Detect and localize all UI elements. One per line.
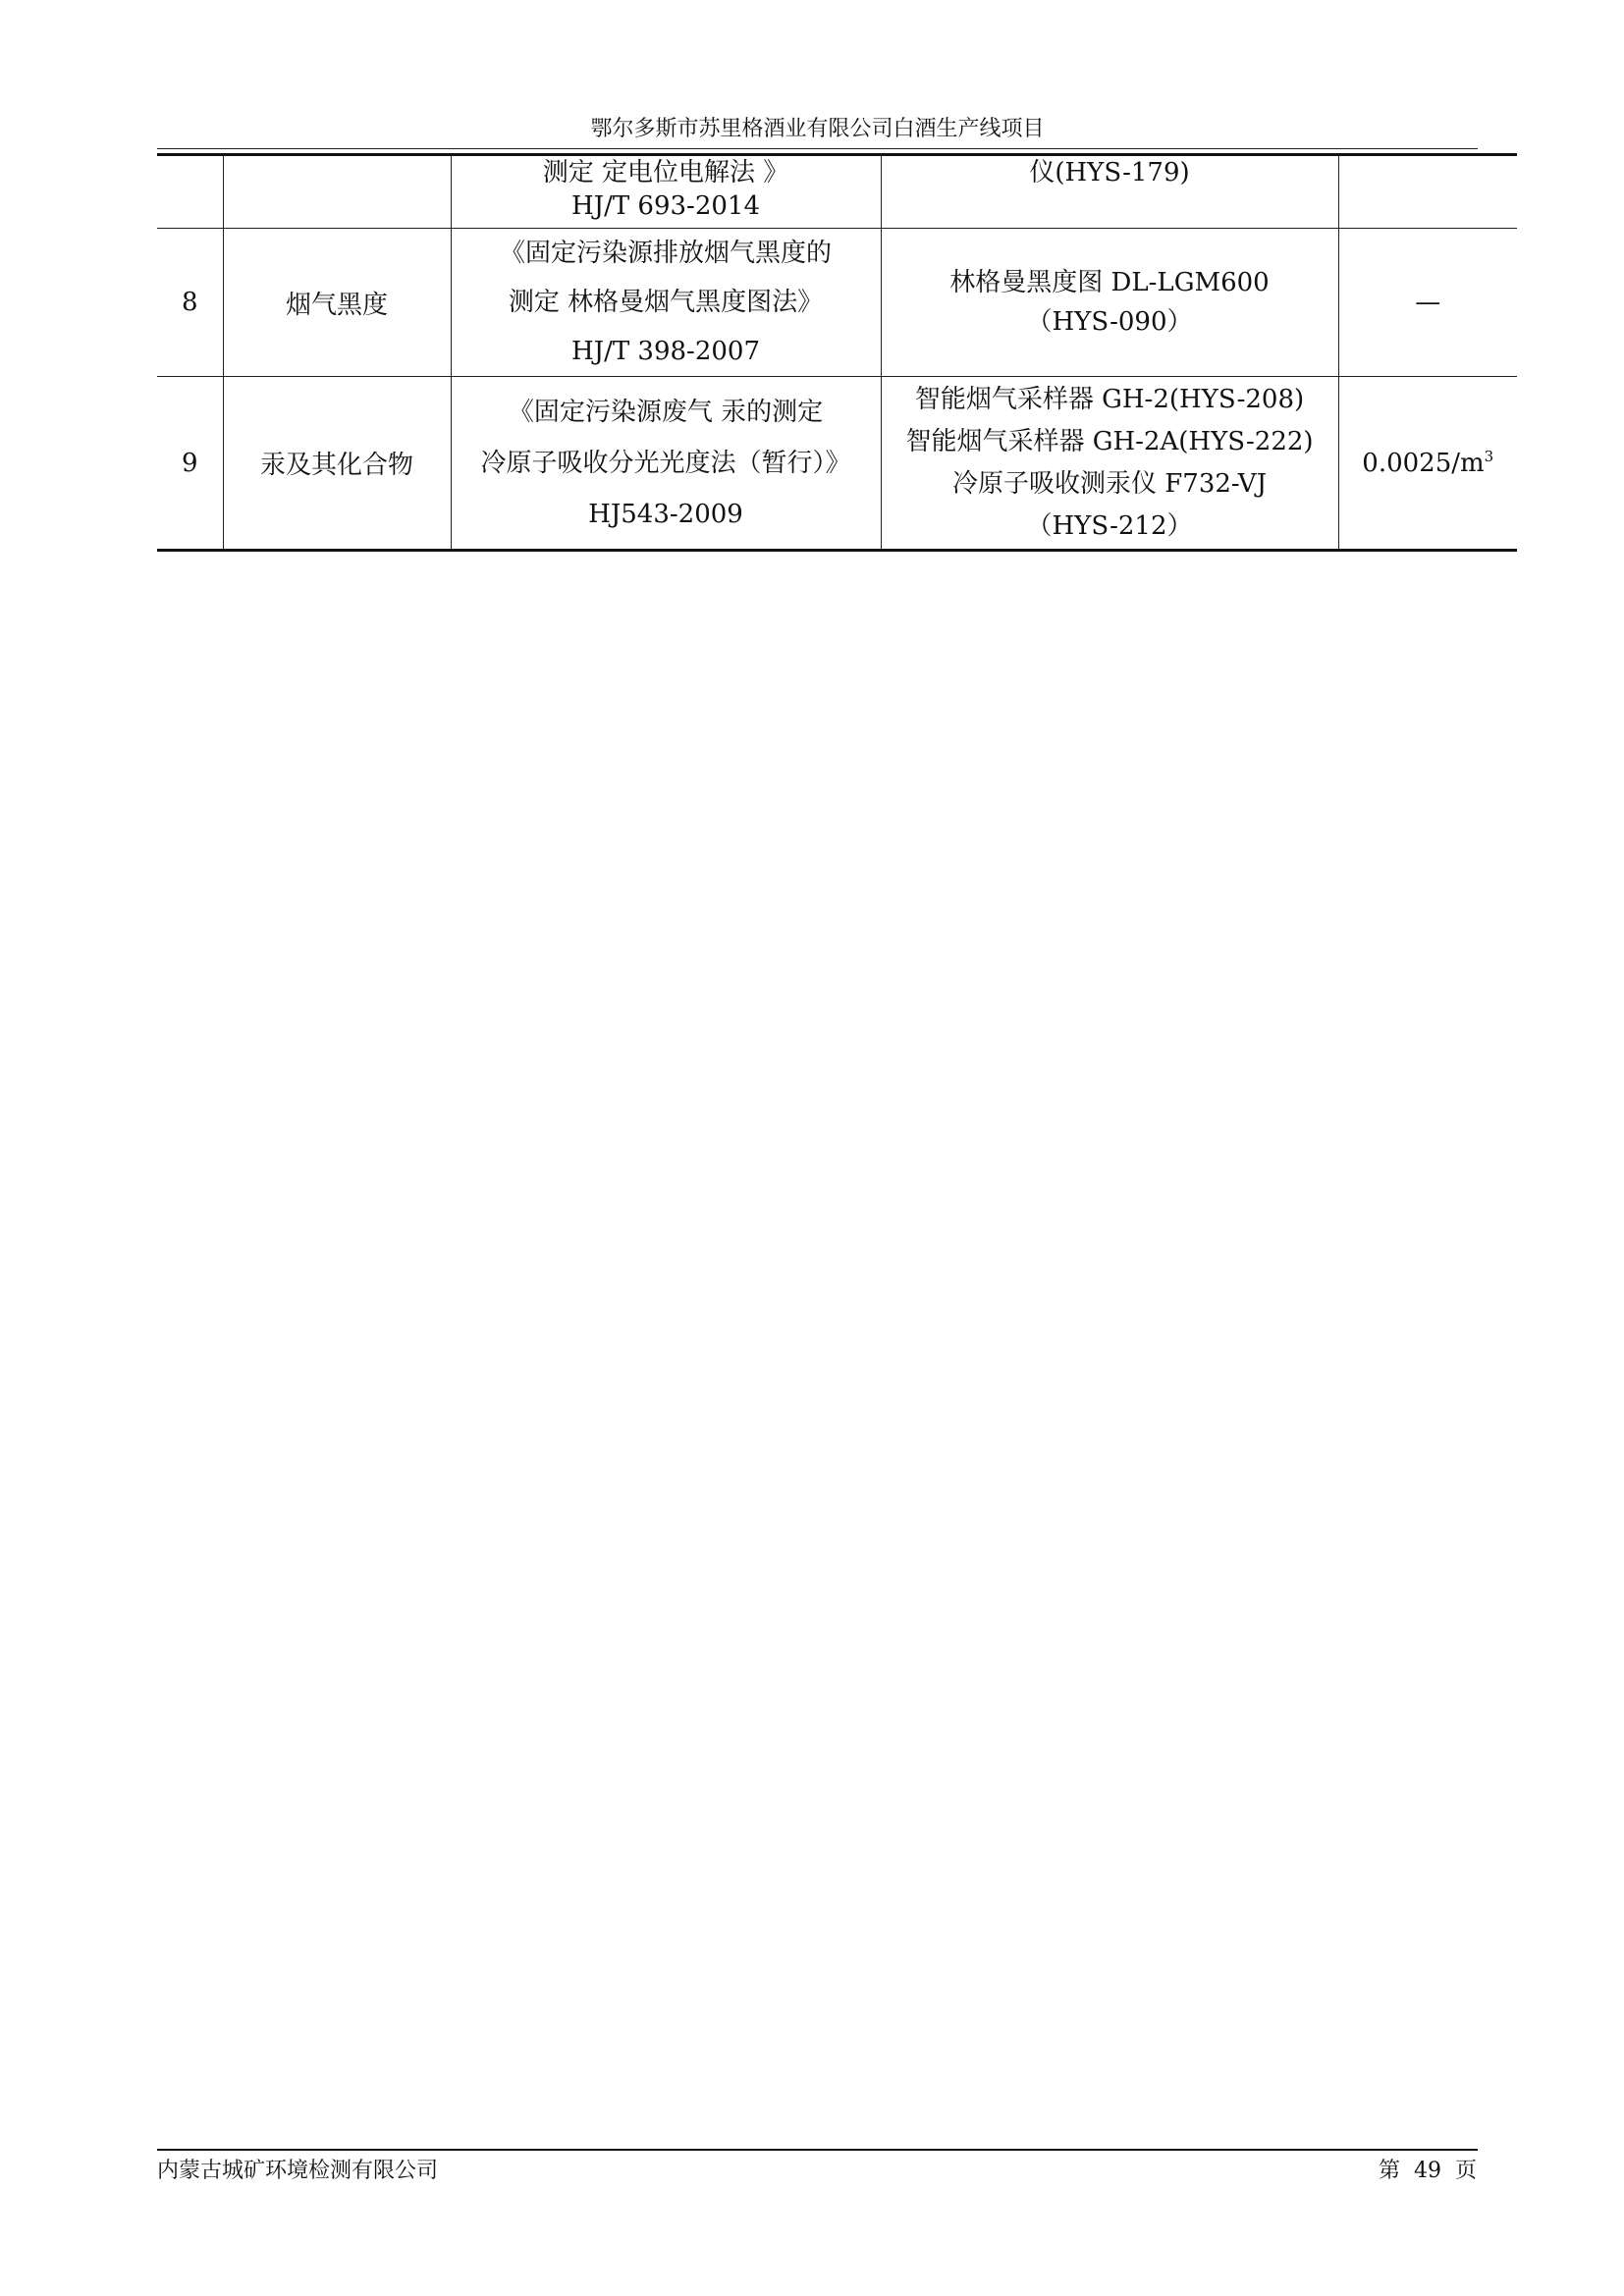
- table-row: [157, 377, 1517, 551]
- footer-page-number: 第 49 页: [1379, 2159, 1477, 2183]
- instrument-line: 智能烟气采样器 GH-2(HYS-208): [914, 384, 1305, 414]
- footer-rule: [157, 2149, 1478, 2151]
- row-number: [157, 156, 223, 229]
- row-limit: [1338, 156, 1517, 229]
- row-item: 烟气黑度: [223, 229, 451, 377]
- footer-company: 内蒙古城矿环境检测有限公司: [157, 2159, 439, 2183]
- standard-line: HJ/T 398-2007: [570, 337, 761, 366]
- table-row: [157, 156, 1517, 229]
- method-table: [157, 156, 1517, 552]
- row-instrument: [881, 156, 1338, 229]
- instrument-line: 冷原子吸收测汞仪 F732-VJ: [951, 468, 1268, 499]
- instrument-line: 仪(HYS-179): [1029, 158, 1190, 187]
- page-header-title: 鄂尔多斯市苏里格酒业有限公司白酒生产线项目: [590, 117, 1045, 141]
- table-row: [157, 229, 1517, 377]
- row-number: 9: [157, 377, 223, 551]
- standard-line: 测定 定电位电解法 》: [542, 158, 789, 187]
- row-standard: [451, 156, 881, 229]
- standard-line: 《固定污染源排放烟气黑度的: [499, 239, 832, 268]
- standard-line: 测定 林格曼烟气黑度图法》: [508, 288, 824, 317]
- limit-value: 0.0025/m: [1362, 448, 1485, 478]
- standard-line: 冷原子吸收分光光度法（暂行）》: [480, 448, 851, 478]
- row-standard: [451, 229, 881, 377]
- instrument-line: （HYS-212）: [1026, 510, 1193, 541]
- row-standard: [451, 377, 881, 551]
- instrument-line: 智能烟气采样器 GH-2A(HYS-222): [905, 426, 1314, 456]
- standard-line: HJ/T 693-2014: [570, 191, 761, 221]
- limit-superscript: 3: [1484, 447, 1494, 465]
- row-limit: —: [1338, 229, 1517, 377]
- row-limit: [1338, 377, 1517, 551]
- instrument-line: （HYS-090）: [1026, 307, 1193, 337]
- row-item: [223, 156, 451, 229]
- row-number: 8: [157, 229, 223, 377]
- row-instrument: [881, 229, 1338, 377]
- header-rule-thin: [157, 148, 1478, 149]
- standard-line: 《固定污染源废气 汞的测定: [508, 397, 824, 427]
- row-item: 汞及其化合物: [223, 377, 451, 551]
- row-instrument: [881, 377, 1338, 551]
- instrument-line: 林格曼黑度图 DL-LGM600: [949, 268, 1270, 297]
- standard-line: HJ543-2009: [588, 499, 743, 529]
